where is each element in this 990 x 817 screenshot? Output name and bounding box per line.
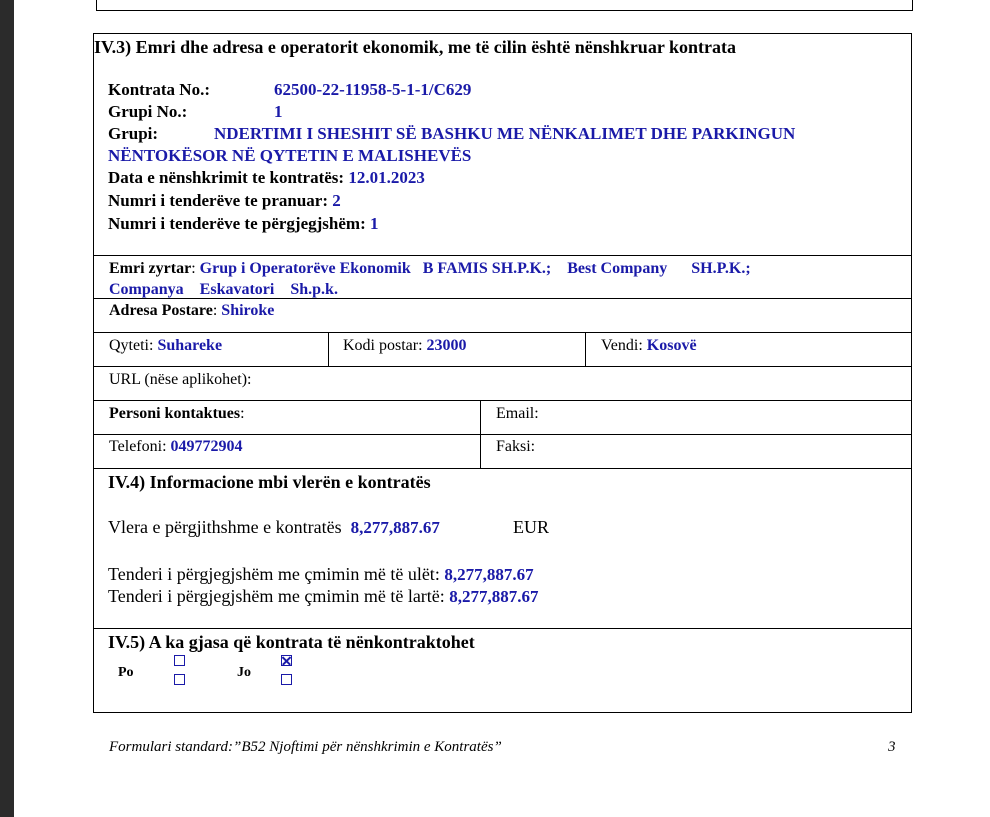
group-value-line1: NDERTIMI I SHESHIT SË BASHKU ME NËNKALIMET DHE PARKINGUN: [214, 124, 796, 143]
cell-divider: [585, 332, 586, 366]
divider: [94, 255, 911, 256]
no-label: Jo: [237, 665, 251, 680]
lowest-price-value: 8,277,887.67: [444, 565, 534, 584]
contact-person-label: Personi kontaktues: [109, 405, 241, 422]
postal-code-label: Kodi postar:: [343, 337, 423, 354]
divider: [94, 400, 911, 401]
section-iv4-title: IV.4) Informacione mbi vlerën e kontratës: [108, 472, 431, 492]
country-value: Kosovë: [646, 337, 697, 354]
city-value: Suhareke: [157, 337, 223, 354]
sign-date-value: 12.01.2023: [348, 168, 425, 187]
responsive-tenders-value: 1: [370, 214, 379, 233]
fax-label: Faksi:: [496, 438, 536, 455]
divider: [94, 468, 911, 469]
lowest-price-row: [108, 564, 534, 585]
group-no-value: 1: [274, 102, 283, 121]
postal-code-value: 23000: [426, 337, 467, 354]
highest-price-value: 8,277,887.67: [449, 587, 539, 606]
no-checkbox-checked[interactable]: [281, 655, 292, 666]
section-iv3-title: IV.3) Emri dhe adresa e operatorit ekonomik, me të cilin është nënshkruar kontrata: [94, 37, 736, 57]
divider: [94, 628, 911, 629]
no-checkbox-bottom[interactable]: [281, 674, 292, 685]
official-name-row: Emri zyrtar: Grup i Operatorëve Ekonomik B FAMIS SH.P.K.; Best Company SH.P.K.;: [109, 260, 751, 277]
postal-address-row: Adresa Postare: Shiroke: [109, 302, 275, 319]
group-value-line2: NËNTOKËSOR NË QYTETIN E MALISHEVËS: [108, 146, 472, 165]
highest-price-row: [108, 586, 539, 607]
responsive-tenders-label: Numri i tenderëve te përgjegjshëm:: [108, 214, 366, 233]
group-label: Grupi:: [108, 124, 159, 143]
contract-no-label: Kontrata No.:: [108, 80, 210, 99]
responsive-tenders-row: [108, 214, 379, 234]
email-label: Email:: [496, 405, 539, 422]
divider: [94, 332, 911, 333]
page-number: 3: [888, 739, 896, 755]
group-no-label: Grupi No.:: [108, 102, 188, 121]
phone-label: Telefoni:: [109, 438, 167, 455]
phone-cell: [109, 437, 243, 457]
phone-value: 049772904: [170, 438, 243, 455]
postal-address-value: Shiroke: [221, 302, 275, 319]
lowest-price-label: Tenderi i përgjegjshëm me çmimin më të ulët:: [108, 564, 440, 584]
yes-checkbox-top[interactable]: [174, 655, 185, 666]
footer-text: Formulari standard:”B52 Njoftimi për nënshkrimin e Kontratës”: [109, 739, 502, 755]
contact-person-row: Personi kontaktues:: [109, 405, 245, 422]
country-cell: [601, 336, 697, 356]
total-value-row: [108, 517, 440, 538]
section-iv5-title: IV.5) A ka gjasa që kontrata të nënkontraktohet: [108, 632, 475, 652]
contract-no-value: 62500-22-11958-5-1-1/C629: [274, 80, 472, 99]
currency-label: EUR: [513, 517, 549, 537]
total-value-label: Vlera e përgjithshme e kontratës: [108, 517, 342, 537]
url-label: URL (nëse aplikohet):: [109, 371, 252, 388]
official-name-value-line2: Companya Eskavatori Sh.p.k.: [109, 281, 338, 298]
divider: [94, 434, 911, 435]
country-label: Vendi:: [601, 337, 643, 354]
yes-checkbox-bottom[interactable]: [174, 674, 185, 685]
city-cell: [109, 336, 222, 356]
yes-label: Po: [118, 665, 134, 680]
sign-date-label: Data e nënshkrimit te kontratës:: [108, 168, 345, 187]
received-tenders-label: Numri i tenderëve te pranuar:: [108, 191, 329, 210]
official-name-value-line1: Grup i Operatorëve Ekonomik B FAMIS SH.P.K.; Best Company SH.P.K.;: [199, 260, 751, 277]
postal-address-label: Adresa Postare: [109, 302, 213, 319]
divider: [94, 366, 911, 367]
received-tenders-value: 2: [332, 191, 341, 210]
received-tenders-row: [108, 191, 341, 211]
total-value-amount: 8,277,887.67: [350, 518, 440, 537]
highest-price-label: Tenderi i përgjegjshëm me çmimin më të lartë:: [108, 586, 445, 606]
city-label: Qyteti:: [109, 337, 154, 354]
viewer-left-edge: [0, 0, 14, 817]
cell-divider: [328, 332, 329, 366]
contract-form: [93, 33, 912, 713]
postal-code-cell: [343, 336, 467, 356]
sign-date-row: [108, 168, 425, 188]
divider: [94, 298, 911, 299]
official-name-label: Emri zyrtar: [109, 260, 192, 277]
previous-section-box: [96, 0, 913, 11]
